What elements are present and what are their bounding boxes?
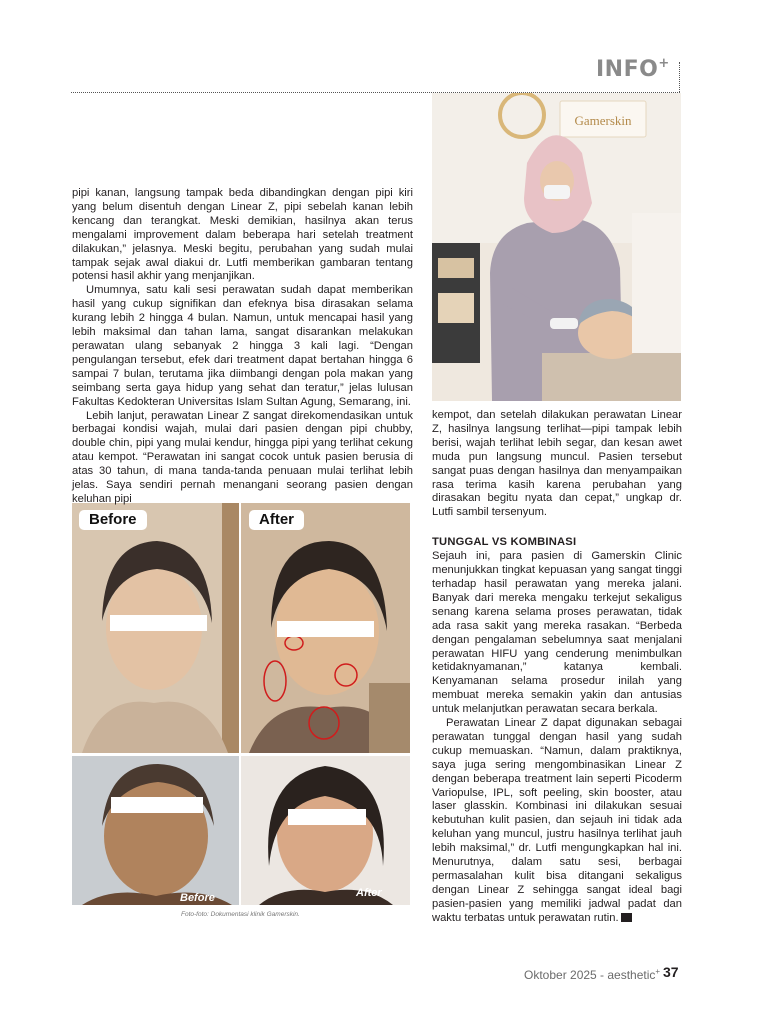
article-paragraph: Lebih lanjut, perawatan Linear Z sangat direkomendasikan untuk berbagai kondisi wajah, mulai dari pasien dengan pipi chubby, double chin, pipi yang mulai kendur, hingga pipi yang terlihat cekung atau kempot. “Perawatan ini sangat cocok untuk pasien berusia di atas 30 tahun, di mana tanda-tanda penuaan mulai terlihat lebih jelas. Saya sendiri pernah menangani seorang pasien dengan keluhan pipi <box>72 409 413 505</box>
article-paragraph: pipi kanan, langsung tampak beda dibandingkan dengan pipi kiri yang belum disentuh dengan Linear Z, pipi sebelah kanan lebih kencang dan terangkat. Meski demikian, hasilnya akan terus mengalami improvement dalam beberapa hari setelah treatment dilakukan,” jelasnya. Meski begitu, perubahan yang sudah mulai tampak sejak awal diakui dr. Lutfi memberikan gambaran tentang potensi hasil akhir yang menjanjikan. <box>72 187 413 283</box>
article-paragraph: Sejauh ini, para pasien di Gamerskin Clinic menunjukkan tingkat kepuasan yang sangat tinggi terhadap hasil perawatan yang mereka jalani. Banyak dari mereka mengaku terkejut sekaligus senang karena selama proses perawatan, tidak ada rasa sakit yang mereka rasakan. “Berbeda dengan pengalaman sebelumnya saat menjalani perawatan HIFU yang cenderung menimbulkan ketidaknyamanan,” katanya kembali. Kenyamanan selama prosedur inilah yang membuat mereka semakin yakin dan antusias untuk melanjutkan perawatan secara berkala. <box>432 550 682 716</box>
after-label: After <box>249 510 304 530</box>
before-label-bottom: Before <box>180 892 215 904</box>
article-paragraph: Umumnya, satu kali sesi perawatan sudah dapat memberikan hasil yang cukup signifikan dan efeknya bisa dirasakan selama kurang lebih 2 hingga 4 bulan. Namun, untuk mencapai hasil yang lebih maksimal dan tahan lama, sangat disarankan melakukan perawatan ulang sebanyak 2 hingga 3 kali lagi. “Dengan pengulangan tersebut, efek dari treatment dapat bertahan hingga 6 sampai 7 bulan, terutama jika diimbangi dengan pola makan yang seimbang serta gaya hidup yang sehat dan teratur,” jelas lulusan Fakultas Kedokteran Universitas Islam Sultan Agung, Semarang, ini. <box>72 284 413 408</box>
article-paragraph-text: Perawatan Linear Z dapat digunakan sebagai perawatan tunggal dengan hasil yang sudah cukup memuaskan. “Namun, dalam praktiknya, saya juga sering mengombinasikan Linear Z dengan beberapa treatment lain seperti Picoderm Variopulse, IPL, soft peeling, skin booster, atau laser glasskin. Kombinasi ini dilakukan sesuai kebutuhan kulit pasien, dan sejauh ini tidak ada keluhan yang muncul, justru hasilnya terlihat jauh lebih maksimal,” dr. Lutfi mengungkapkan hal ini. Menurutnya, dalam satu sesi, berbagai permasalahan kulit bisa ditangani sekaligus dengan Linear Z sehingga sangat ideal bagi pasien-pasien yang memiliki jadwal padat dan waktu terbatas untuk perawatan rutin. <box>432 717 682 924</box>
section-heading: TUNGGAL VS KOMBINASI <box>432 536 577 549</box>
after-label-bottom: After <box>356 887 382 899</box>
privacy-bar <box>111 797 203 813</box>
page-number: 37 <box>663 964 679 980</box>
face-illustration-before-bottom <box>72 756 239 905</box>
section-title: INFO+ <box>596 56 670 82</box>
article-paragraph <box>432 717 682 926</box>
issue-footer: Oktober 2025 - aesthetic+ <box>524 967 661 982</box>
privacy-bar <box>288 809 366 825</box>
privacy-bar <box>110 615 207 631</box>
clinic-treatment-illustration <box>432 93 681 401</box>
photo-caption: Foto-foto: Dokumentasi klinik Gamerskin. <box>181 911 300 918</box>
privacy-bar <box>277 621 374 637</box>
clinic-treatment-photo <box>432 93 681 401</box>
left-article-column <box>72 187 413 507</box>
end-mark-icon <box>621 913 632 922</box>
after-photo-bottom <box>241 756 410 905</box>
clinic-sign-text: Gamerskin <box>574 113 632 128</box>
before-photo-bottom <box>72 756 239 905</box>
before-label: Before <box>79 510 147 530</box>
header-divider-tick <box>679 62 680 92</box>
face-illustration-after-bottom <box>241 756 410 905</box>
article-paragraph: kempot, dan setelah dilakukan perawatan Linear Z, hasilnya langsung terlihat—pipi tampak lebih berisi, wajah terlihat lebih segar, dan kesan awet muda pun langsung muncul. Pasien tersebut sangat puas dengan hasilnya dan menyampaikan rasa terima kasih karena perubahan yang dirasakan begitu nyata dan cepat,” ungkap dr. Lutfi sambil tersenyum. <box>432 409 682 519</box>
right-article-column <box>432 409 682 926</box>
